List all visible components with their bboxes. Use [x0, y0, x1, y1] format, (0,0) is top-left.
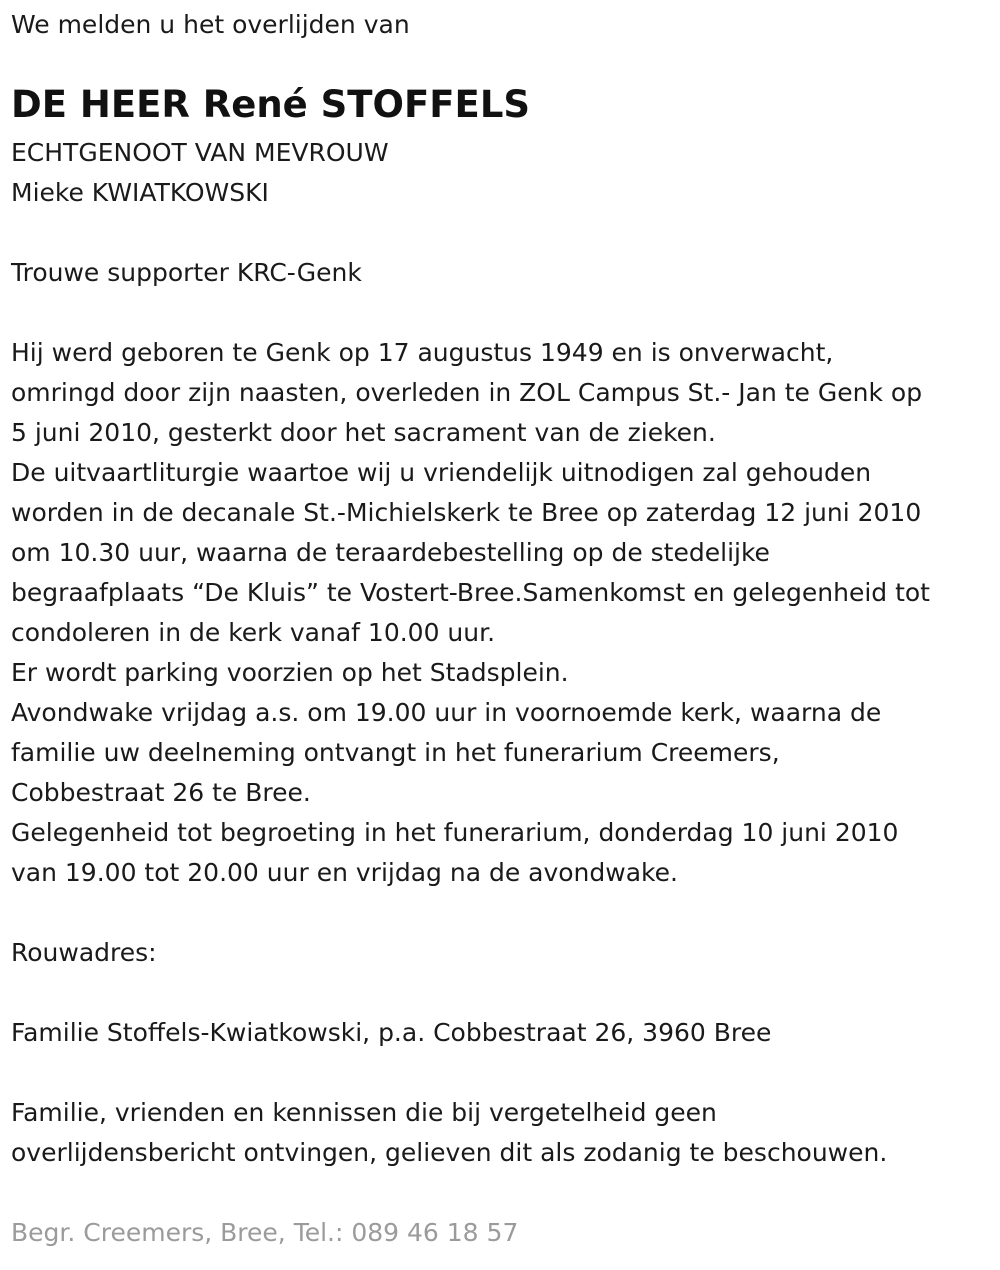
body-line: 5 juni 2010, gesterkt door het sacrament van de zieken. — [11, 418, 716, 447]
spouse-line-1: ECHTGENOOT VAN MEVROUW — [11, 138, 389, 167]
body-line: omringd door zijn naasten, overleden in ZOL Campus St.- Jan te Genk op — [11, 378, 923, 407]
address-block — [11, 1013, 771, 1053]
footer-block — [11, 1213, 518, 1253]
address-text: Familie Stoffels-Kwiatkowski, p.a. Cobbestraat 26, 3960 Bree — [11, 1018, 772, 1047]
closing-line: overlijdensbericht ontvingen, gelieven dit als zodanig te beschouwen. — [11, 1138, 888, 1167]
undertaker-footer: Begr. Creemers, Bree, Tel.: 089 46 18 57 — [11, 1218, 519, 1247]
body-line: condoleren in de kerk vanaf 10.00 uur. — [11, 618, 496, 647]
body-line: om 10.30 uur, waarna de teraardebestelling op de stedelijke — [11, 538, 770, 567]
address-label-block — [11, 933, 157, 973]
spouse-line-2: Mieke KWIATKOWSKI — [11, 178, 269, 207]
body-line: worden in de decanale St.-Michielskerk te Bree op zaterdag 12 juni 2010 — [11, 498, 922, 527]
spouse-block — [11, 133, 389, 213]
closing-line: Familie, vrienden en kennissen die bij vergetelheid geen — [11, 1098, 717, 1127]
body-line: Avondwake vrijdag a.s. om 19.00 uur in voornoemde kerk, waarna de — [11, 698, 882, 727]
supporter-block — [11, 253, 362, 293]
address-label: Rouwadres: — [11, 938, 157, 967]
deceased-name: DE HEER René STOFFELS — [11, 83, 531, 126]
supporter-text: Trouwe supporter KRC-Genk — [11, 258, 362, 287]
body-line: begraafplaats “De Kluis” te Vostert-Bree.Samenkomst en gelegenheid tot — [11, 578, 930, 607]
body-line: De uitvaartliturgie waartoe wij u vriendelijk uitnodigen zal gehouden — [11, 458, 872, 487]
body-line: Hij werd geboren te Genk op 17 augustus 1949 en is onverwacht, — [11, 338, 834, 367]
body-line: familie uw deelneming ontvangt in het funerarium Creemers, — [11, 738, 780, 767]
body-text — [11, 333, 930, 893]
body-line: Gelegenheid tot begroeting in het funerarium, donderdag 10 juni 2010 — [11, 818, 899, 847]
intro-text: We melden u het overlijden van — [11, 10, 410, 39]
closing-block — [11, 1093, 887, 1173]
body-line: van 19.00 tot 20.00 uur en vrijdag na de avondwake. — [11, 858, 678, 887]
body-line: Er wordt parking voorzien op het Stadsplein. — [11, 658, 569, 687]
body-line: Cobbestraat 26 te Bree. — [11, 778, 311, 807]
